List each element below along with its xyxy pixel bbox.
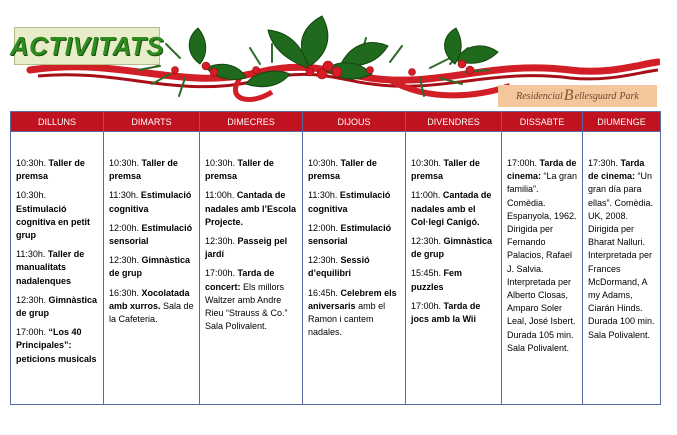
activity-time: 10:30h. [16, 190, 47, 201]
activity-title: Celebrem els aniversaris [308, 287, 397, 311]
activity-time: 11:00h. [411, 190, 441, 201]
activity-entry [308, 222, 401, 248]
activity-time: 12:30h. [411, 236, 442, 247]
activity-title: Estimulació cognitiva en petit grup [16, 203, 91, 241]
activity-entry [16, 248, 99, 288]
activity-time: 12:30h. [308, 255, 339, 266]
activity-title: Tarda de jocs amb la Wii [411, 300, 481, 325]
activity-title: Passeig pel jardí [205, 236, 288, 260]
activity-entry [308, 189, 401, 215]
activity-title: Cantada de nadales amb l’Escola Projecte. [205, 190, 297, 227]
activity-entry [411, 267, 497, 293]
activity-title: Estimulació sensorial [308, 222, 392, 247]
activity-title: Gimnàstica de grup [16, 294, 98, 319]
activity-time: 12:00h. [308, 222, 339, 233]
activity-entry [16, 189, 99, 242]
activity-time: 11:30h. [16, 249, 46, 260]
day-cell-diumenge [583, 132, 661, 405]
activity-title: Sessió d’equilibri [308, 255, 370, 279]
day-header-dissabte: DISSABTE [502, 112, 583, 132]
activity-time: 10:30h. [205, 158, 236, 168]
day-events-dimecres [200, 132, 302, 333]
activity-title: Taller de premsa [308, 158, 377, 182]
activity-entry [507, 157, 578, 355]
activity-time: 11:30h. [308, 190, 338, 201]
day-events-divendres [406, 132, 501, 326]
activity-title: Taller de premsa [16, 158, 85, 182]
activity-details: amb el Ramon i cantem nadales. [308, 300, 386, 338]
activities-row [11, 132, 661, 405]
activity-entry [205, 189, 298, 229]
activity-title: Xocolatada amb xurros. [109, 287, 190, 311]
residence-logo-suffix: Park [619, 90, 639, 102]
day-header-dimecres: DIMECRES [200, 112, 303, 132]
activity-title: Estimulació cognitiva [109, 190, 192, 214]
activity-title: Fem puzzles [411, 268, 463, 292]
activity-title: Estimulació sensorial [109, 222, 193, 247]
day-events-dilluns [11, 132, 103, 366]
activity-entry [16, 294, 99, 320]
activity-title: Tarda de concert: [205, 268, 275, 292]
day-header-divendres: DIVENDRES [406, 112, 502, 132]
activity-title: Gimnàstica de grup [411, 236, 493, 260]
activity-entry [109, 157, 195, 183]
day-events-dimarts [104, 132, 199, 326]
residence-logo-initial: B [563, 87, 574, 104]
day-header-dimarts: DIMARTS [104, 112, 200, 132]
activity-entry [411, 235, 497, 261]
activity-details: “La gran familia”. Comèdia. Espanyola, 1962. Dirigida per Fernando Palacios, Rafael J. Salvia. Interpretada per Alberto Closas, Amparo Soler Leal, José Isbert. Durada 105 min. Sala Polivalent. [507, 171, 578, 353]
activity-entry [109, 222, 195, 248]
activity-title: “Los 40 Principales”: peticions musicals [16, 327, 97, 364]
activity-details: “Un gran día para ellas”. Comèdia. UK, 2008. Dirigida per Bharat Nalluri. Interpretada per Frances McDormand, A my Adams, Ciarán Hinds. Durada 100 min. Sala Polivalent. [588, 171, 655, 340]
activity-entry [308, 287, 401, 340]
activity-time: 12:30h. [109, 255, 140, 266]
activity-time: 12:30h. [16, 294, 47, 305]
activity-title: Tarda de cinema: [507, 158, 577, 182]
activity-entry [109, 287, 195, 327]
activity-time: 10:30h. [411, 158, 442, 168]
activity-time: 10:30h. [109, 158, 140, 168]
residence-logo-name: ellesguard [574, 90, 617, 102]
activity-time: 15:45h. [411, 268, 442, 279]
activity-entry [308, 157, 401, 183]
activity-entry [109, 189, 195, 215]
activity-time: 16:30h. [109, 287, 140, 298]
activity-time: 17:00h. [507, 158, 538, 168]
day-cell-dissabte [502, 132, 583, 405]
activity-entry [205, 267, 298, 333]
activity-entry [109, 254, 195, 280]
activity-title: Estimulació cognitiva [308, 190, 391, 214]
activities-title-box [9, 27, 165, 65]
page-title: ACTIVITATS [9, 30, 165, 61]
activity-time: 10:30h. [16, 158, 47, 168]
day-header-dijous: DIJOUS [303, 112, 406, 132]
activity-entry [588, 157, 656, 342]
day-header-dilluns: DILLUNS [11, 112, 104, 132]
activity-entry [16, 326, 99, 366]
activity-time: 17:00h. [205, 268, 236, 279]
activity-entry [308, 254, 401, 280]
day-cell-dimarts [104, 132, 200, 405]
day-events-diumenge [583, 132, 660, 342]
day-events-dissabte [502, 132, 582, 355]
day-cell-divendres [406, 132, 502, 405]
day-header-row [11, 112, 661, 132]
activity-time: 11:00h. [205, 190, 235, 201]
activity-entry [411, 300, 497, 326]
day-header-diumenge: DIUMENGE [583, 112, 661, 132]
day-cell-dijous [303, 132, 406, 405]
activity-title: Taller de premsa [411, 158, 480, 182]
weekly-activities-table [10, 111, 661, 405]
activity-entry [411, 157, 497, 183]
day-events-dijous [303, 132, 405, 339]
activity-details: Els millors Waltzer amb Andre Rieu “Strauss & Co.” Sala Polivalent. [205, 281, 288, 332]
activity-time: 12:30h. [205, 236, 236, 247]
day-cell-dimecres [200, 132, 303, 405]
activity-title: Taller de premsa [205, 158, 274, 182]
activity-title: Taller de manualitats nadalenques [16, 249, 85, 286]
activity-time: 17:00h. [16, 327, 47, 338]
activity-entry [16, 157, 99, 183]
activity-title: Taller de premsa [109, 158, 178, 182]
activity-entry [205, 235, 298, 261]
residence-logo-prefix: Residencial [516, 90, 563, 102]
residence-logo [498, 85, 657, 107]
activity-title: Gimnàstica de grup [109, 255, 191, 279]
activity-time: 17:30h. [588, 158, 619, 168]
activity-title: Cantada de nadales amb el Col·legi Canigó. [411, 190, 492, 227]
activity-time: 16:45h. [308, 287, 339, 298]
activity-details: Sala de la Cafeteria. [109, 300, 194, 325]
activity-title: Tarda de cinema: [588, 158, 645, 182]
activity-entry [411, 189, 497, 229]
activity-time: 17:00h. [411, 300, 442, 311]
activity-time: 10:30h. [308, 158, 339, 168]
activity-entry [205, 157, 298, 183]
day-cell-dilluns [11, 132, 104, 405]
activity-time: 11:30h. [109, 190, 139, 201]
activity-time: 12:00h. [109, 222, 140, 233]
